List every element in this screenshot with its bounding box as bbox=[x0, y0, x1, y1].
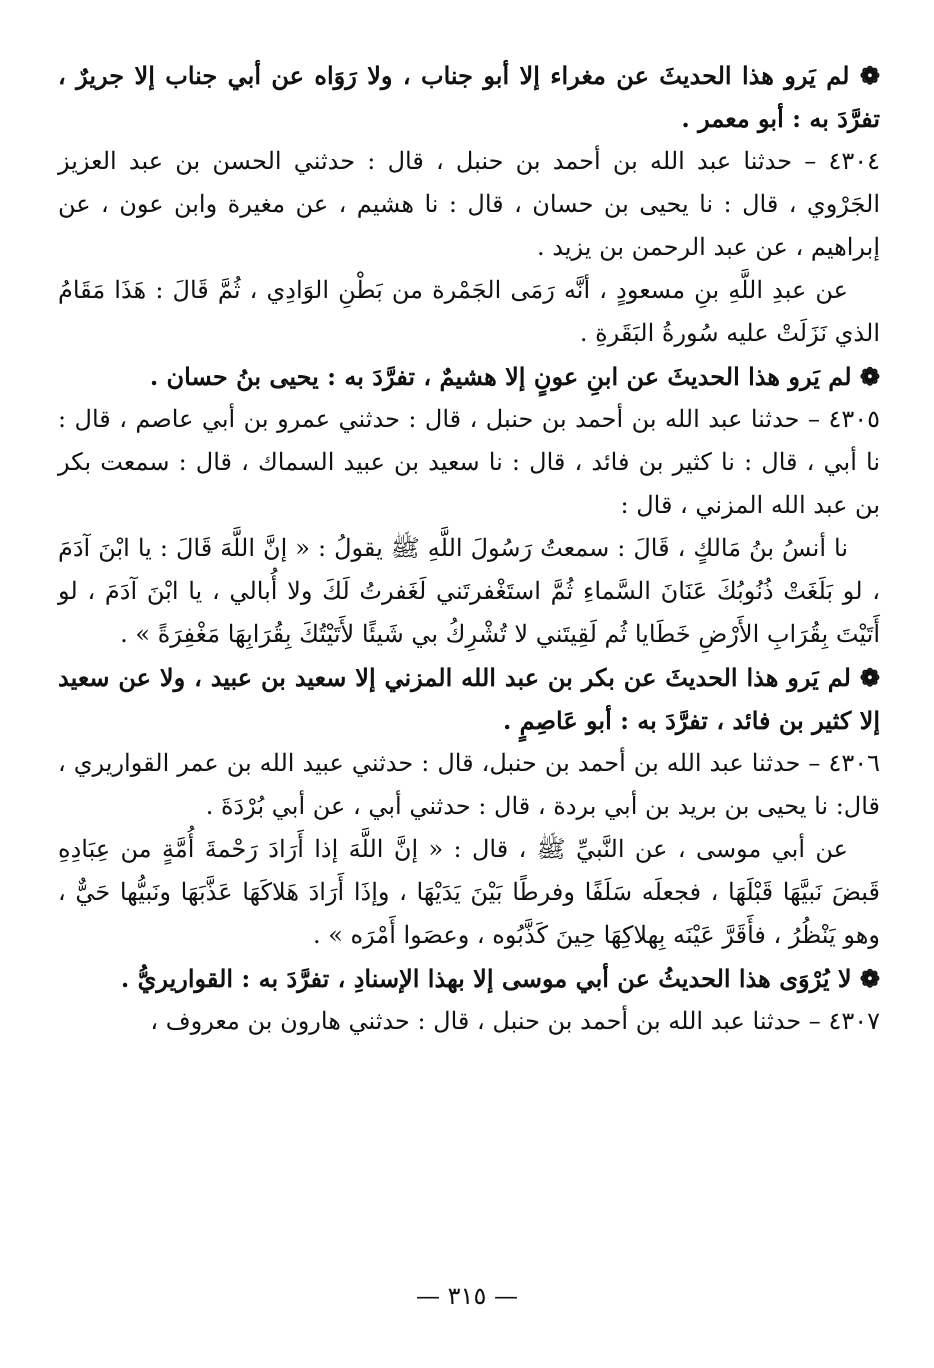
paragraph-6: نا أنسُ بنُ مَالكٍ ، قَالَ : سمعتُ رَسُولَ اللَّهِ ﷺ يقولُ : « إنَّ اللَّهَ قَالَ : يا ابْنَ آدَمَ ، لو بَلَغَتْ ذُنُوبُكَ عَنَانَ السَّماءِ ثُمَّ استَغْفرتَني لَغَفرتُ لَكَ ولا أُبالي ، يا ابْنَ آدَمَ ، لو أَتَيْتَ بِقُرَابِ الأَرْضِ خَطَايا ثُم لَقِيتَني لا تُشْرِكُ بي شَيئًا لأَتَيْتُكَ بِقُرَابِهَا مَغْفِرَةً » . bbox=[58, 534, 880, 648]
paragraph-7: ❁ لم يَرو هذا الحديثَ عن بكر بن عبد الله المزني إلا سعيد بن عبيد ، ولا عن سعيد إلا كثير بن فائد ، تفرَّدَ به : أبو عَاصِمٍ . bbox=[58, 663, 880, 735]
paragraph-hadith-4305: ٤٣٠٥ – حدثنا عبد الله بن أحمد بن حنبل ، قال : حدثني عمرو بن أبي عاصم ، قال : نا أبي ، قال : نا كثير بن فائد ، قال : نا سعيد بن عبيد السماك ، قال : سمعت بكر بن عبد الله المزني ، قال : bbox=[58, 405, 880, 519]
paragraph-4: ❁ لم يَرو هذا الحديثَ عن ابنِ عونٍ إلا هشيمٌ ، تفرَّدَ به : يحيى بنُ حسان . bbox=[149, 362, 880, 391]
page-number: — ٣١٥ — bbox=[416, 1282, 518, 1310]
paragraph-9: عن أبي موسى ، عن النَّبيِّ ﷺ ، قال : « إنَّ اللَّهَ إذا أَرَادَ رَحْمةَ أُمَّةٍ من عِبَادِهِ قَبضَ نَبيَّهَا قَبْلَهَا ، فجعلَه سَلَفًا وفرطًا بَيْنَ يَدَيْهَا ، وإذَا أَرَادَ هَلاكَهَا عَذَّبَهَا ونَبيُّها حَيٌّ ، وهو يَنْظُرُ ، فأَقَرَّ عَيْنَه بِهلاكِهَا حِينَ كَذَّبُوه ، وعصَوا أَمْرَه » . bbox=[58, 835, 880, 949]
paragraph-hadith-4304: ٤٣٠٤ – حدثنا عبد الله بن أحمد بن حنبل ، قال : حدثني الحسن بن عبد العزيز الجَرْوي ، قال : نا يحيى بن حسان ، قال : نا هشيم ، عن مغيرة وابن عون ، عن إبراهيم ، عن عبد الرحمن بن يزيد . bbox=[58, 147, 880, 261]
paragraph-3: عن عبدِ اللَّهِ بنِ مسعودٍ ، أنَّه رَمَى الجَمْرة من بَطْنِ الوَادِي ، ثُمَّ قَالَ : هَذَا مَقَامُ الذي نَزَلَتْ عليه سُورةُ البَقَرةِ . bbox=[58, 276, 880, 347]
page-text-block bbox=[58, 54, 880, 1043]
paragraph-hadith-4306: ٤٣٠٦ – حدثنا عبد الله بن أحمد بن حنبل، قال : حدثني عبيد الله بن عمر القواريري ، قال: نا يحيى بن بريد بن أبي بردة ، قال : حدثني أبي ، عن أبي بُرْدَةَ . bbox=[58, 749, 880, 820]
paragraph-hadith-4307: ٤٣٠٧ – حدثنا عبد الله بن أحمد بن حنبل ، قال : حدثني هارون بن معروف ، bbox=[150, 1007, 880, 1035]
paragraph-1: ❁ لم يَرو هذا الحديثَ عن مغراء إلا أبو جناب ، ولا رَوَاه عن أبي جناب إلا جريرٌ ، تفرَّدَ به : أبو معمر . bbox=[58, 61, 880, 133]
paragraph-10: ❁ لا يُرْوَى هذا الحديثُ عن أبي موسى إلا بهذا الإسنادِ ، تفرَّدَ به : القواريريُّ . bbox=[120, 964, 880, 993]
